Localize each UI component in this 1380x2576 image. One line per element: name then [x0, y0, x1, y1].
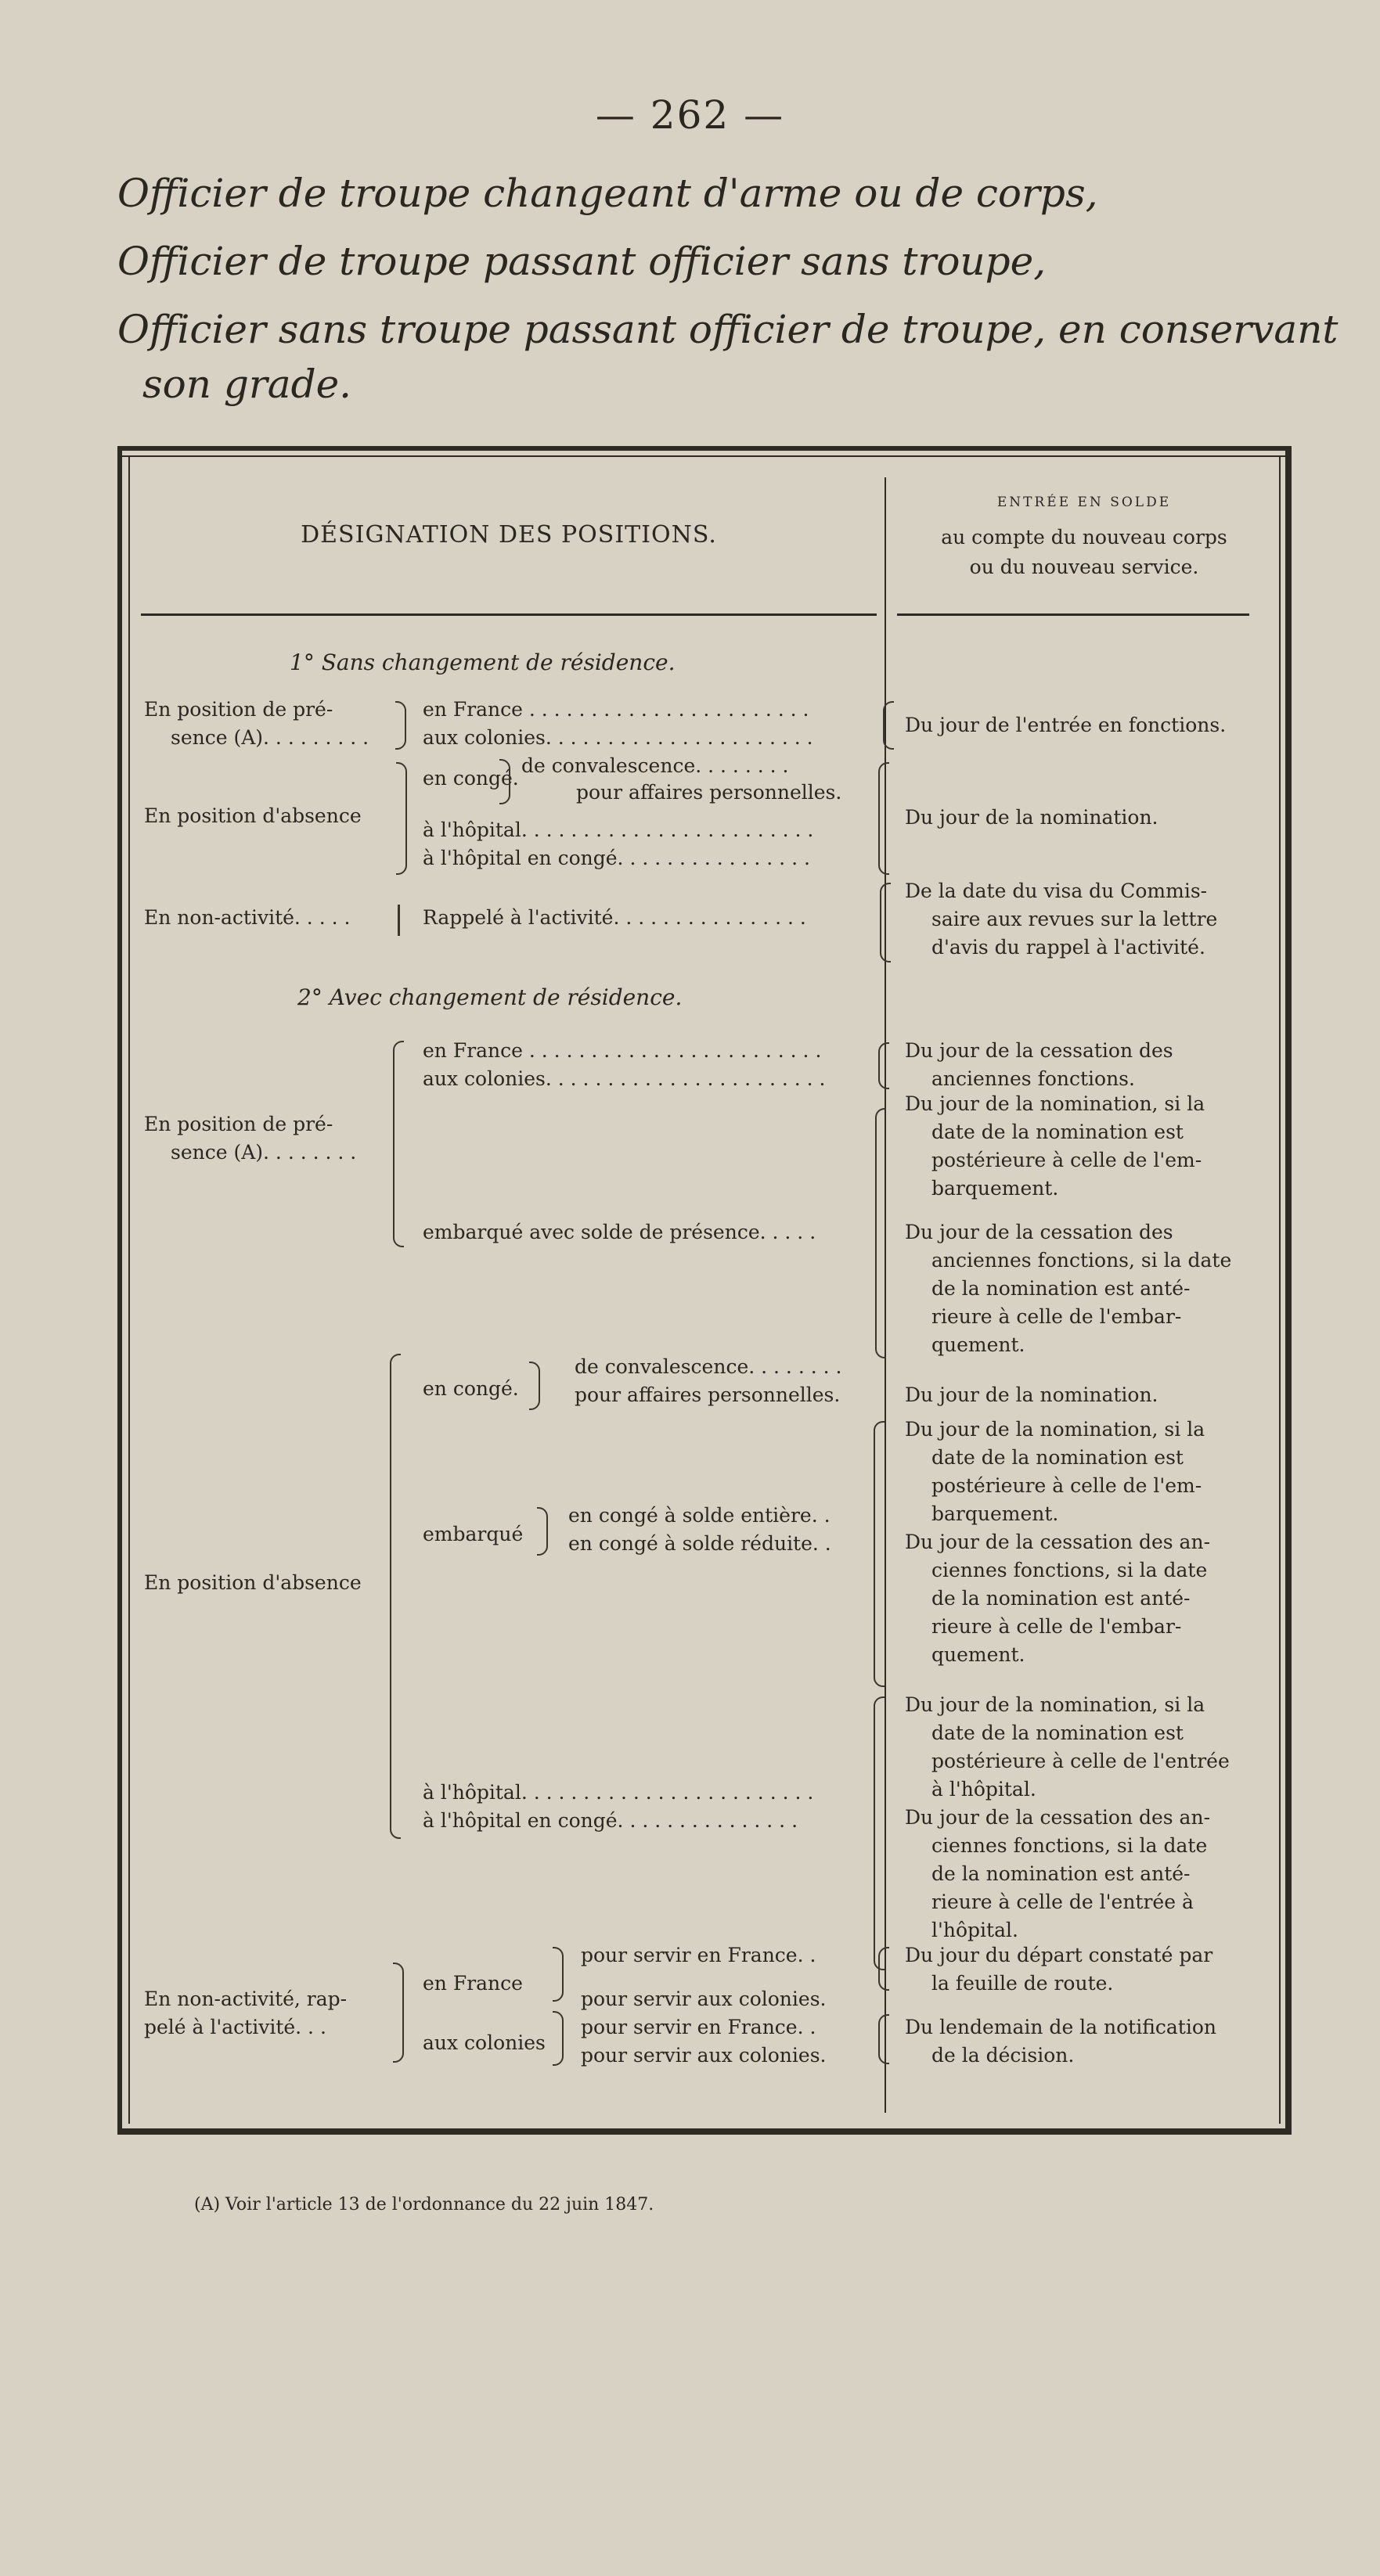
s2-absence-label: En position d'absence — [144, 1571, 362, 1594]
s2-colonies-result-brace — [878, 2014, 889, 2064]
footnote: (A) Voir l'article 13 de l'ordonnance du 22 juin 1847. — [194, 2195, 654, 2214]
s2-france-item-1: pour servir en France. . — [581, 1944, 816, 1966]
col1-header: DÉSIGNATION DES POSITIONS. — [301, 521, 717, 549]
s2-hopital: à l'hôpital. . . . . . . . . . . . . . . . . . . . . . . . — [423, 1781, 814, 1804]
heading-line-1: Officier de troupe changeant d'arme ou de corps, — [117, 171, 1098, 216]
s2-embarque-result-2: date de la nomination est — [931, 1446, 1184, 1469]
s2-conge-item-1: de convalescence. . . . . . . . — [575, 1355, 842, 1378]
s2-france-result-2: la feuille de route. — [931, 1972, 1114, 1995]
header-rule-right — [897, 613, 1249, 616]
s1-presence-item-1: en France . . . . . . . . . . . . . . . . . . . . . . . — [423, 698, 809, 721]
s2-colonies-brace — [553, 2011, 564, 2066]
s2-presence-result-2c: postérieure à celle de l'em- — [931, 1149, 1202, 1171]
s1-conge-item-1: de convalescence. . . . . . . . — [521, 754, 789, 777]
s2-absence-brace — [390, 1354, 401, 1839]
s2-presence-result-2g: de la nomination est anté- — [931, 1277, 1191, 1300]
right-rule — [1285, 446, 1292, 2135]
s2-conge-item-2: pour affaires personnelles. — [575, 1383, 841, 1406]
s2-france-result-brace — [878, 1947, 889, 1991]
s2-embarque-brace — [875, 1108, 886, 1358]
section2-title: 2° Avec changement de résidence. — [297, 984, 683, 1010]
bottom-rule — [117, 2128, 1292, 2135]
s2-embarque-label: embarqué — [423, 1523, 524, 1545]
s2-hopital-result-8: rieure à celle de l'entrée à — [931, 1891, 1194, 1913]
s2-embarque-item-2: en congé à solde réduite. . — [568, 1532, 831, 1555]
s1-conge-brace — [499, 759, 510, 804]
s2-france-result-1: Du jour du départ constaté par — [905, 1944, 1213, 1966]
s1-absence-brace-right — [878, 762, 889, 875]
col2-header-line-1: ENTRÉE EN SOLDE — [996, 495, 1172, 510]
header-rule-left — [141, 613, 877, 616]
s2-hopital-result-6: ciennes fonctions, si la date — [931, 1834, 1208, 1857]
s1-presence-result: Du jour de l'entrée en fonctions. — [905, 714, 1227, 736]
s2-conge-result: Du jour de la nomination. — [905, 1383, 1158, 1406]
s2-france-item-2: pour servir aux colonies. — [581, 1988, 827, 2010]
top-rule-thin — [117, 455, 1292, 457]
s2-nonactivite-label-1: En non-activité, rap- — [144, 1988, 348, 2010]
s2-hopital-result-3: postérieure à celle de l'entrée — [931, 1750, 1230, 1772]
section1-title: 1° Sans changement de résidence. — [290, 649, 676, 675]
s2-presence-label-1: En position de pré- — [144, 1113, 333, 1135]
s2-embarque-item-1: en congé à solde entière. . — [568, 1504, 831, 1527]
s2-embarque-result-9: quement. — [931, 1643, 1025, 1666]
s2-hopital-result-2: date de la nomination est — [931, 1722, 1184, 1744]
s1-rappele: Rappelé à l'activité. . . . . . . . . . . . . . . . — [423, 906, 806, 929]
s2-embarque-label-brace — [537, 1507, 548, 1556]
left-rule-inner — [128, 457, 130, 2124]
s2-embarque-result-8: rieure à celle de l'embar- — [931, 1615, 1182, 1638]
s2-hopital-result-7: de la nomination est anté- — [931, 1862, 1191, 1885]
s2-presence-result-2a: Du jour de la nomination, si la — [905, 1092, 1205, 1115]
s2-colonies-item-1: pour servir en France. . — [581, 2016, 816, 2038]
page-number: — 262 — — [595, 92, 785, 138]
s1-presence-label-2: sence (A). . . . . . . . . — [171, 726, 369, 749]
s2-presence-label-2: sence (A). . . . . . . . — [171, 1141, 357, 1164]
heading-line-2: Officier de troupe passant officier sans troupe, — [117, 239, 1047, 284]
s2-embarque-result-1: Du jour de la nomination, si la — [905, 1418, 1205, 1441]
s2-conge-brace — [529, 1362, 540, 1410]
s1-nonactivite-result-1: De la date du visa du Commis- — [905, 880, 1208, 902]
s2-embarque-result-7: de la nomination est anté- — [931, 1587, 1191, 1610]
s2-hopital-result-5: Du jour de la cessation des an- — [905, 1806, 1211, 1829]
s2-presence-brace-right — [878, 1042, 889, 1089]
s1-presence-brace-right — [883, 701, 894, 750]
s1-conge-item-2: pour affaires personnelles. — [576, 781, 842, 804]
col2-header-line-2: au compte du nouveau corps — [941, 526, 1227, 549]
s2-colonies-item-2: pour servir aux colonies. — [581, 2044, 827, 2067]
s2-nonactivite-brace — [393, 1963, 404, 2063]
s2-presence-brace — [393, 1041, 404, 1247]
s2-presence-result-2d: barquement. — [931, 1177, 1059, 1200]
s2-hopital-brace — [874, 1696, 885, 1970]
s2-embarque-result-4: barquement. — [931, 1502, 1059, 1525]
s2-presence-result-1b: anciennes fonctions. — [931, 1067, 1135, 1090]
s1-hopital: à l'hôpital. . . . . . . . . . . . . . . . . . . . . . . . — [423, 818, 814, 841]
top-rule — [117, 446, 1292, 451]
s2-embarque-result-5: Du jour de la cessation des an- — [905, 1531, 1211, 1553]
s2-aux-colonies: aux colonies — [423, 2031, 546, 2054]
s1-absence-result: Du jour de la nomination. — [905, 806, 1158, 829]
s2-embarque-result-6: ciennes fonctions, si la date — [931, 1559, 1208, 1581]
s2-presence-result-2f: anciennes fonctions, si la date — [931, 1249, 1232, 1272]
s1-presence-label-1: En position de pré- — [144, 698, 333, 721]
s2-en-france: en France — [423, 1972, 523, 1995]
s2-presence-result-2h: rieure à celle de l'embar- — [931, 1305, 1182, 1328]
s2-embarque-presence: embarqué avec solde de présence. . . . . — [423, 1221, 816, 1243]
s2-nonactivite-label-2: pelé à l'activité. . . — [144, 2016, 326, 2038]
s2-colonies-result-1: Du lendemain de la notification — [905, 2016, 1216, 2038]
s1-presence-item-2: aux colonies. . . . . . . . . . . . . . . . . . . . . . — [423, 726, 813, 749]
s2-conge-label: en congé. — [423, 1377, 519, 1400]
s1-conge-label: en congé. — [423, 767, 519, 790]
s1-nonactivite-label: En non-activité. . . . . — [144, 906, 351, 929]
positions-table — [117, 446, 1292, 2576]
s2-hopital-result-1: Du jour de la nomination, si la — [905, 1693, 1205, 1716]
s1-nonactivite-result-3: d'avis du rappel à l'activité. — [931, 936, 1205, 959]
col2-header-line-3: ou du nouveau service. — [969, 556, 1199, 578]
s1-absence-label: En position d'absence — [144, 804, 362, 827]
s2-hopital-result-9: l'hôpital. — [931, 1919, 1018, 1941]
heading-line-4: son grade. — [142, 362, 352, 407]
s2-presence-result-2i: quement. — [931, 1333, 1025, 1356]
s2-colonies-result-2: de la décision. — [931, 2044, 1075, 2067]
s2-hopital-result-4: à l'hôpital. — [931, 1778, 1036, 1801]
left-rule — [117, 446, 122, 2135]
s2-embarque-result-brace — [874, 1421, 885, 1687]
s1-presence-brace-left — [395, 701, 406, 750]
s2-presence-result-2b: date de la nomination est — [931, 1121, 1184, 1143]
s2-france-brace — [553, 1947, 564, 2002]
s1-nonactivite-result-2: saire aux revues sur la lettre — [931, 908, 1218, 930]
heading-line-3: Officier sans troupe passant officier de troupe, en conservant — [117, 307, 1339, 352]
s2-embarque-result-3: postérieure à celle de l'em- — [931, 1474, 1202, 1497]
s2-presence-item-2: aux colonies. . . . . . . . . . . . . . . . . . . . . . . — [423, 1067, 826, 1090]
s1-absence-brace — [396, 762, 407, 875]
s2-presence-result-1a: Du jour de la cessation des — [905, 1039, 1173, 1062]
right-rule-inner — [1279, 457, 1281, 2124]
s2-presence-result-2e: Du jour de la cessation des — [905, 1221, 1173, 1243]
s2-hopital-conge: à l'hôpital en congé. . . . . . . . . . . . . . . — [423, 1809, 798, 1832]
s1-nonactivite-bar — [398, 905, 400, 936]
s1-nonactivite-brace — [880, 883, 891, 962]
s1-hopital-conge: à l'hôpital en congé. . . . . . . . . . . . . . . . — [423, 847, 810, 869]
s2-presence-item-1: en France . . . . . . . . . . . . . . . . . . . . . . . . — [423, 1039, 822, 1062]
